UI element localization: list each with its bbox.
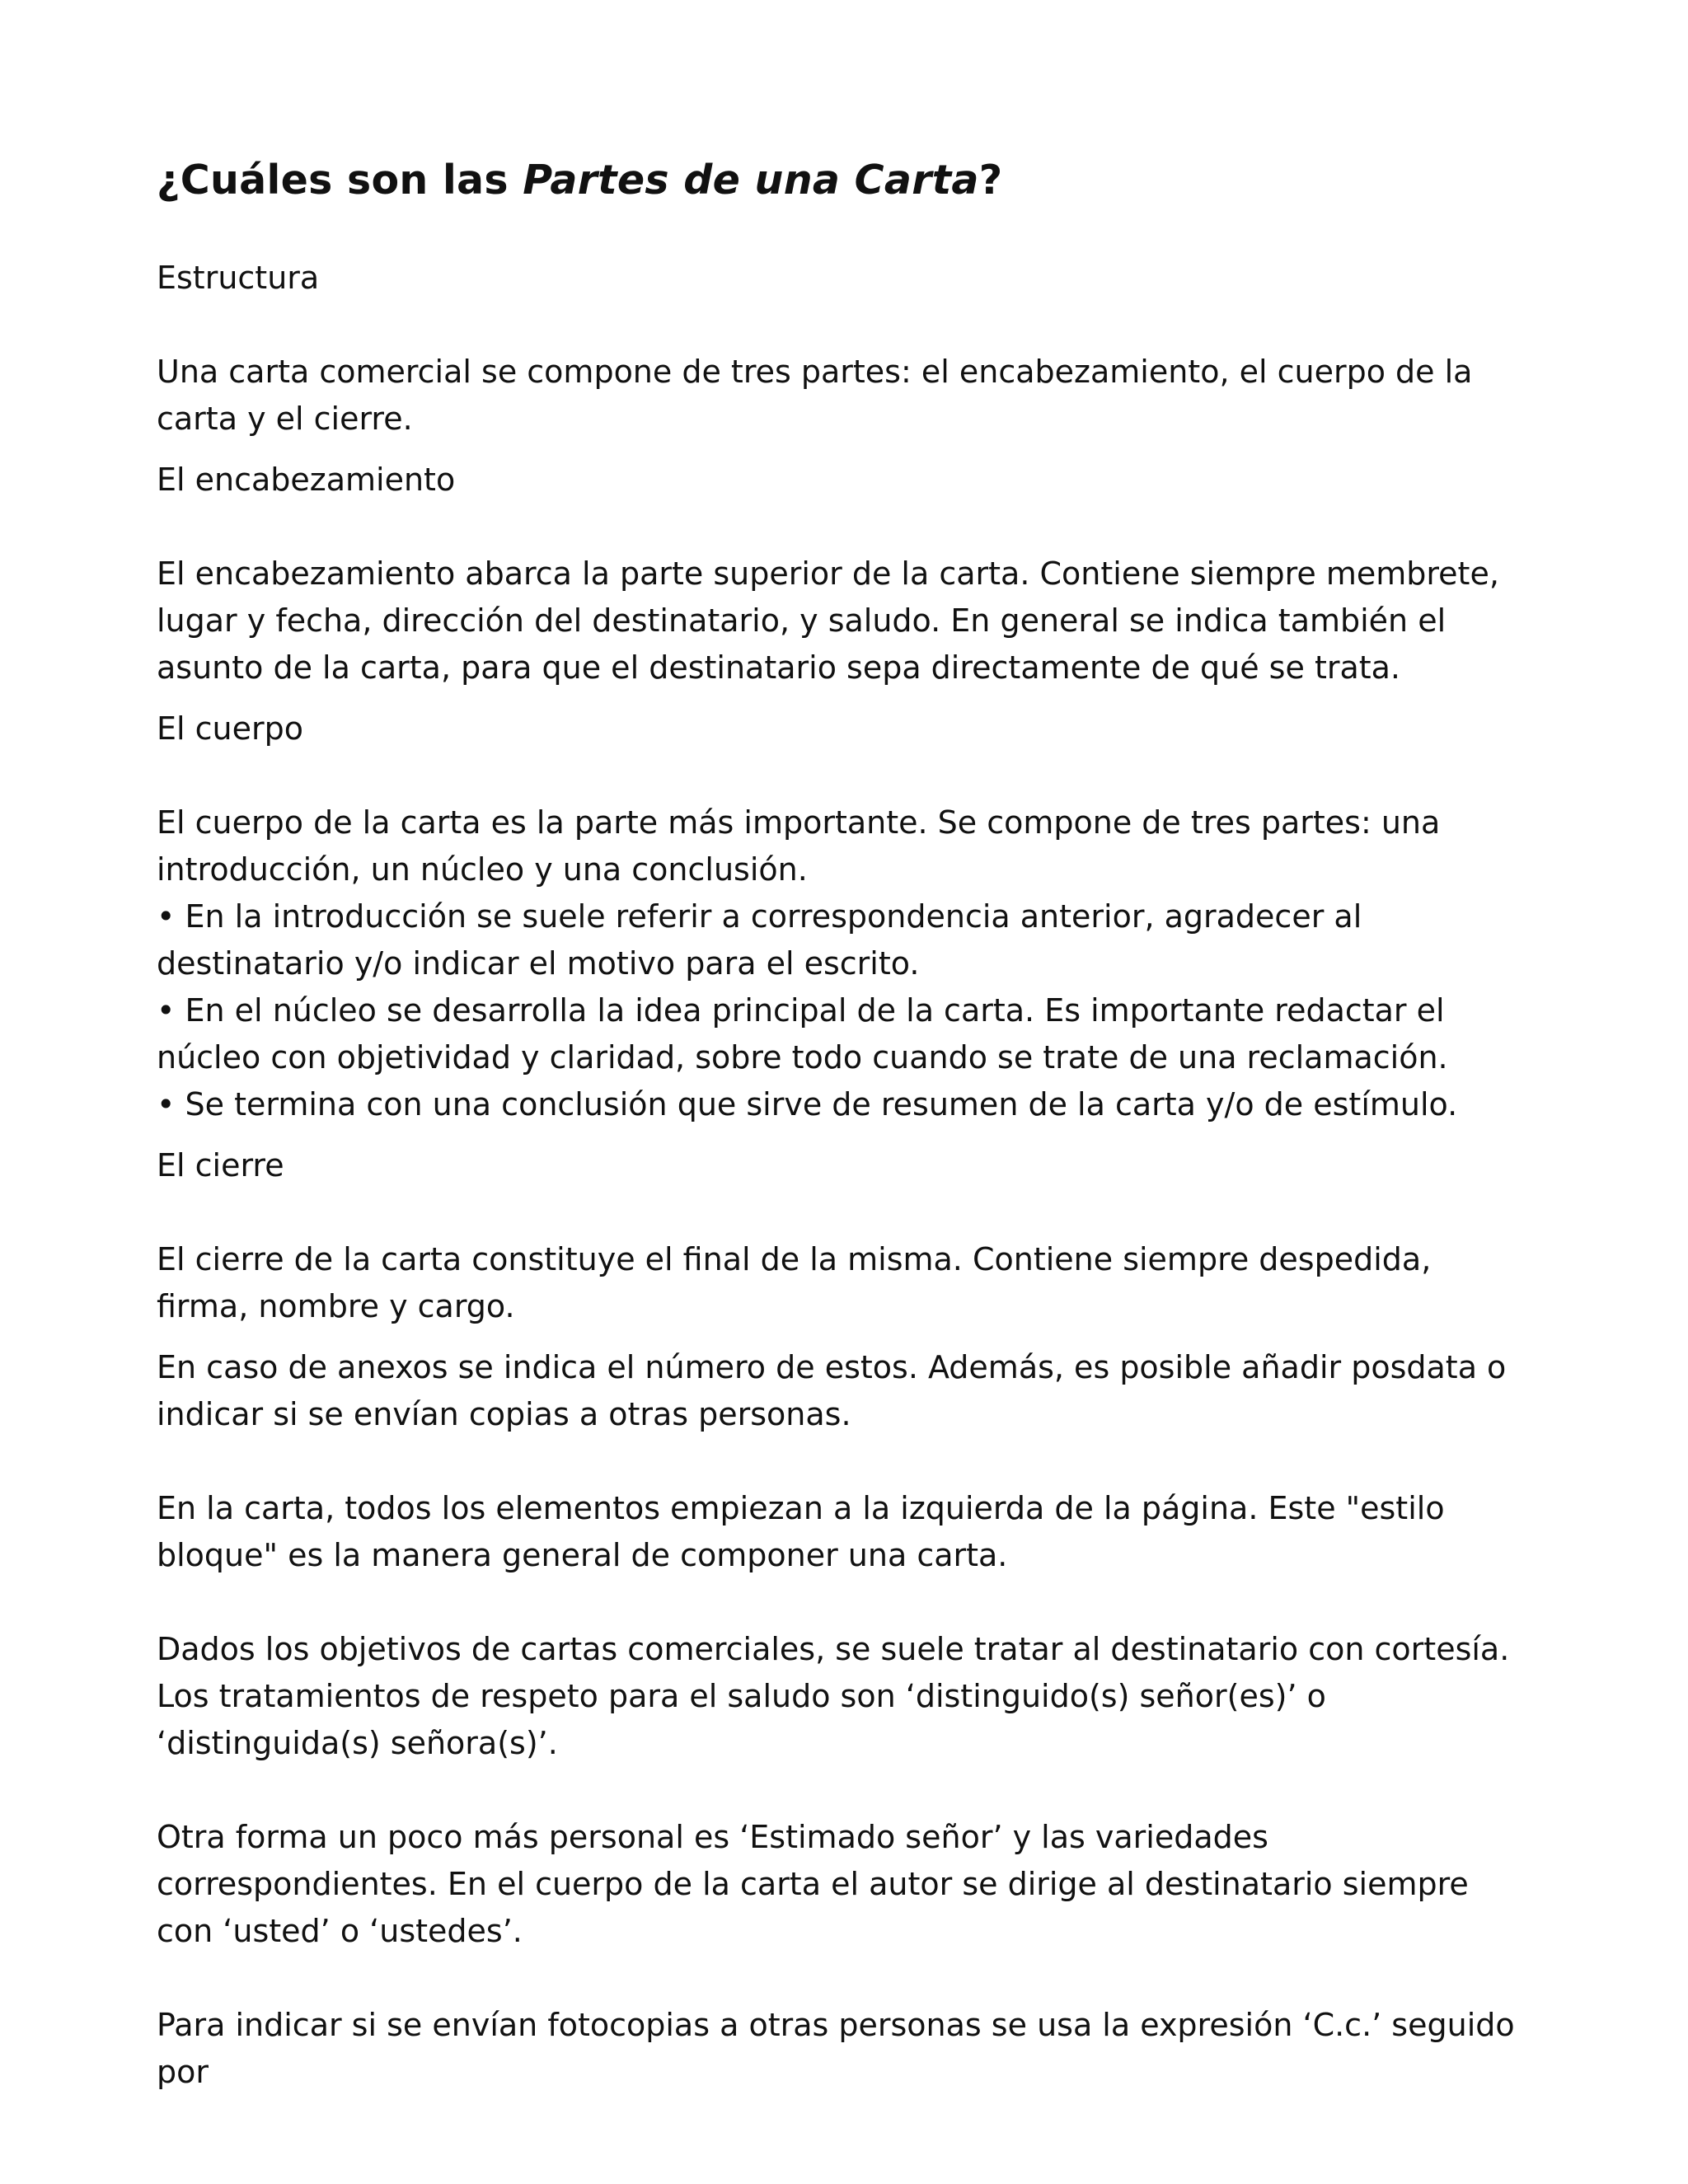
page-title: [157, 157, 1529, 205]
list-item: • Se termina con una conclusión que sirve de resumen de la carta y/o de estímulo.: [157, 1081, 1529, 1128]
paragraph-cortesia: Dados los objetivos de cartas comerciales, se suele tratar al destinatario con cortesía. Los tratamientos de respeto para el saludo son ‘distinguido(s) señor(es)’ o ‘distinguida(s) señora(s)’.: [157, 1630, 1510, 1761]
document-page: [157, 157, 1529, 2096]
bullet-list-cuerpo: [157, 893, 1529, 1128]
title-prefix: ¿Cuáles son las: [157, 157, 523, 204]
paragraph-estilo-bloque: En la carta, todos los elementos empiezan a la izquierda de la página. Este "estilo bloque" es la manera general de componer una carta.: [157, 1489, 1445, 1573]
paragraph-estructura: Una carta comercial se compone de tres partes: el encabezamiento, el cuerpo de la carta y el cierre.: [157, 353, 1473, 437]
paragraph-personal: Otra forma un poco más personal es ‘Estimado señor’ y las variedades correspondientes. En el cuerpo de la carta el autor se dirige al destinatario siempre con ‘usted’ o ‘ustedes’.: [157, 1818, 1469, 1949]
paragraph-encabezamiento: El encabezamiento abarca la parte superior de la carta. Contiene siempre membrete, lugar y fecha, dirección del destinatario, y saludo. En general se indica también el asunto de la carta, para que el destinatario sepa directamente de qué se trata.: [157, 555, 1499, 686]
list-item: • En la introducción se suele referir a correspondencia anterior, agradecer al destinatario y/o indicar el motivo para el escrito.: [157, 893, 1529, 987]
section-heading-encabezamiento: El encabezamiento: [157, 461, 456, 498]
paragraph-copias: Para indicar si se envían fotocopias a otras personas se usa la expresión ‘C.c.’ seguido por: [157, 2006, 1515, 2090]
list-item: • En el núcleo se desarrolla la idea principal de la carta. Es importante redactar el núcleo con objetividad y claridad, sobre todo cuando se trate de una reclamación.: [157, 987, 1529, 1081]
paragraph-anexos: En caso de anexos se indica el número de estos. Además, es posible añadir posdata o indicar si se envían copias a otras personas.: [157, 1348, 1507, 1432]
paragraph-cierre: El cierre de la carta constituye el final de la misma. Contiene siempre despedida, firma, nombre y cargo.: [157, 1240, 1432, 1324]
title-suffix: ?: [978, 157, 1003, 204]
paragraph-cuerpo: El cuerpo de la carta es la parte más importante. Se compone de tres partes: una introducción, un núcleo y una conclusión.: [157, 804, 1441, 888]
section-heading-cuerpo: El cuerpo: [157, 710, 303, 747]
section-heading-cierre: El cierre: [157, 1146, 284, 1183]
section-heading-estructura: Estructura: [157, 259, 320, 296]
title-italic: Partes de una Carta: [523, 157, 979, 204]
